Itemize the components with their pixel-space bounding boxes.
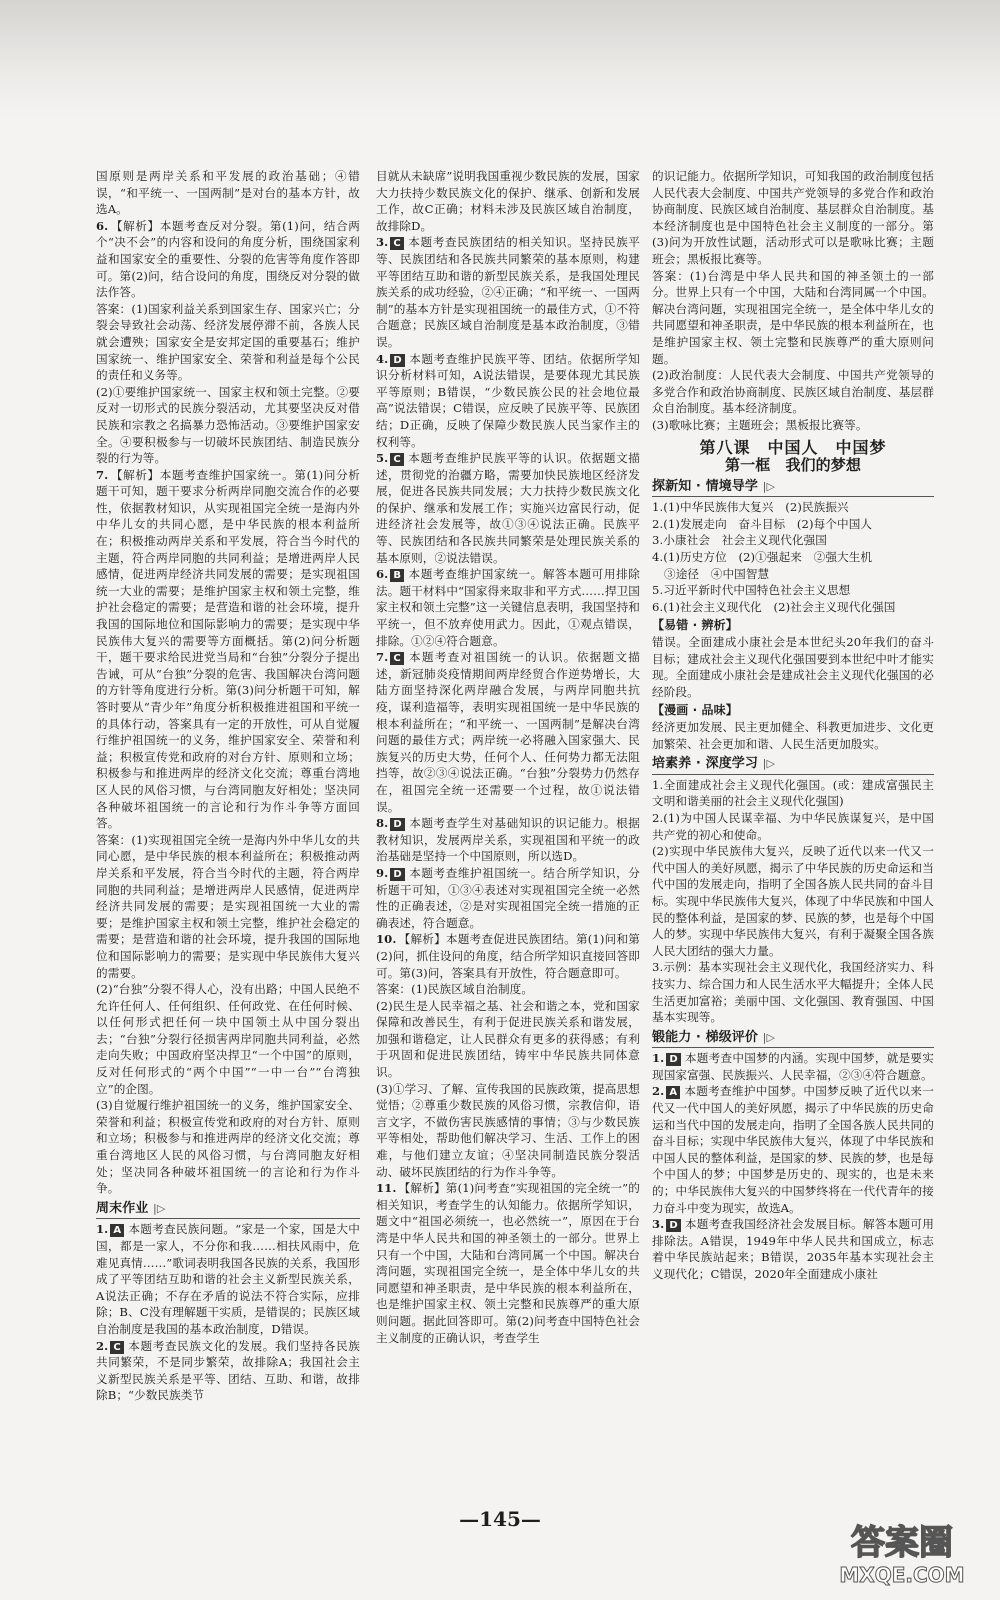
answer-letter-badge: D <box>390 868 404 881</box>
answer-letter-badge: A <box>666 1086 680 1099</box>
answer-text: 答案：(1)国家利益关系到国家生存、国家兴亡；分裂会导致社会动荡、经济发展停滞不前，各族人民就会遭殃；国家安全是安邦定国的重要基石；维护国家统一、维护国家安全、荣誉和利益是每个公民的责任和义务等。 <box>96 301 360 383</box>
page-number: —145— <box>459 1507 541 1531</box>
section-heading-weekend: 周末作业 |▷ <box>96 1201 360 1220</box>
column-left <box>96 168 360 1404</box>
answer-item: 4. D 本题考查维护民族平等、团结。依据所学知识分析材料可知，A说法错误，是要体现尤其民族平等原则；B错误，“少数民族公民的社会地位最高”说法错误；C错误，应反映了民族平等、民族团结；D正确，反映了保障少数民族人民当家作主的权利等。 <box>376 351 640 449</box>
paragraph: 经济更加发展、民主更加健全、科教更加进步、文化更加繁荣、社会更加和谐、人民生活更加殷实。 <box>652 720 934 751</box>
answer-letter-badge: D <box>390 354 404 367</box>
answer-text: (3)歌咏比赛；主题班会；黑板报比赛等。 <box>652 417 868 432</box>
answer-item: 7. C 本题考查对祖国统一的认识。依据题文描述，新冠肺炎疫情期间两岸经贸合作逆势增长，大陆方面坚持深化两岸融合发展，与两岸同胞共抗疫，谋利造福等，表明实现祖国统一是中华民族的根本利益所在；“和平统一、一国两制”是解决台湾问题的最佳方式；两岸统一必将融入国家强大、民族复兴的历史大势，任何个人、任何势力都无法阻挡等，故②③④说法正确。“台独”分裂势力仍然存在，祖国完全统一还需要一个过程，故①说法错误。 <box>376 650 640 814</box>
answer-text: (2)政治制度：人民代表大会制度、中国共产党领导的多党合作和政治协商制度、民族区域自治制度、基层群众自治制度。基本经济制度。 <box>652 368 934 416</box>
answer-letter-badge: C <box>110 1341 123 1354</box>
answer-item: 6. 【解析】本题考查反对分裂。第(1)问，结合两个“决不会”的内容和设问的角度分析，围绕国家利益和国家安全的重要性、分裂的危害等角度作答即可。第(2)问，结合设问的角度，围绕反对分裂的做法作答。 <box>96 218 360 300</box>
answer-text: (3)自觉履行维护祖国统一的义务，维护国家安全、荣誉和利益；积极宣传党和政府的对台方针、原则和立场；积极参与和推进两岸的经济文化交流；尊重台湾地区人民的风俗习惯，与台湾同胞友好相处；坚决同各种破坏祖国统一的言论和行为作斗争。 <box>96 1098 360 1196</box>
answer-item: 9. D 本题考查维护祖国统一。结合所学知识，分析题干可知，①③④表述对实现祖国完全统一必然性的正确表述，②是对实现祖国完全统一措施的正确表述，符合题意。 <box>376 865 640 930</box>
answer-item: 1. D 本题考查中国梦的内涵。实现中国梦，就是要实现国家富强、民族振兴、人民幸福，②③④符合题意。 <box>652 1051 934 1082</box>
list-item: 6.(1)社会主义现代化 (2)社会主义现代化强国 <box>652 599 896 614</box>
list-item: 5.习近平新时代中国特色社会主义思想 <box>652 583 851 598</box>
answer-item: 11. 【解析】第(1)问考查“实现祖国的完全统一”的相关知识，考查学生的认知能力。依据所学知识，题文中“祖国必须统一，也必然统一”，原因在于台湾是中华人民共和国的神圣领土的一部分。世界上只有一个中国，大陆和台湾同属一个中国。解决台湾问题，实现祖国完全统一，是全体中华儿女的共同愿望和神圣职责，是中华民族的根本利益所在，也是维护国家主权、领土完整和民族尊严的重大原则问题。据此回答即可。第(2)问考查中国特色社会主义制度的正确认识，考查学生 <box>376 1181 640 1345</box>
answer-item: 3. C 本题考查民族团结的相关知识。坚持民族平等、民族团结和各民族共同繁荣的基本原则，构建平等团结互助和谐的新型民族关系，是我国处理民族关系的成功经验，②④正确；“和平统一、一国两制”的基本方针是实现祖国统一的最佳方式，①不符合题意；民族区域自治制度是基本政治制度，③错误。 <box>376 235 640 349</box>
paragraph: 国原则是两岸关系和平发展的政治基础；④错误，“和平统一、一国两制”是对台的基本方针，故选A。 <box>96 169 360 217</box>
answer-item: 2. C 本题考查民族文化的发展。我们坚持各民族共同繁荣，不是同步繁荣，故排除A；我国社会主义新型民族关系是平等、团结、互助、和谐，故排除B；“少数民族类节 <box>96 1338 360 1403</box>
list-item: (2)实现中华民族伟大复兴，反映了近代以来一代又一代中国人的美好夙愿，揭示了中华民族的历史命运和当代中国的发展走向，指明了全国各族人民共同的奋斗目标。实现中华民族伟大复兴，体现了中华民族和中国人民的整体利益，是国家的梦、民族的梦，也是每个中国人的梦。实现中华民族伟大复兴，有利于凝聚全国各族人民大团结的强大力量。 <box>652 844 934 958</box>
chevron-right-icon: |▷ <box>762 479 776 493</box>
answer-letter-badge: C <box>390 652 403 665</box>
chevron-right-icon: |▷ <box>762 1030 776 1044</box>
answer-letter-badge: D <box>390 818 404 831</box>
answer-item: 6. B 本题考查维护国家统一。解答本题可用排除法。题干材料中“国家得来取非和平方式……捍卫国家主权和领土完整”这一关键信息表明，我国坚持和平统一，但不放弃使用武力。因此，①观点错误，排除。①②④符合题意。 <box>376 567 640 648</box>
section-heading-evaluation: 锻能力 · 梯级评价 |▷ <box>652 1030 934 1049</box>
section-heading-deep-learning: 培素养 · 深度学习 |▷ <box>652 756 934 775</box>
scan-shadow <box>0 0 1000 118</box>
answer-item: 5. C 本题考查维护民族平等的认识。依据题文描述，贯彻党的治疆方略，需要加快民族地区经济发展，促进各民族共同发展；大力扶持少数民族文化的保护、继承和发展工作；实施兴边富民行动，促进经济社会发展等，故①③④说法正确。民族平等、民族团结和各民族共同繁荣是处理民族关系的基本原则，②说法错误。 <box>376 451 640 565</box>
answer-item: 8. D 本题考查学生对基础知识的识记能力。根据教材知识，发展两岸关系，实现祖国和平统一的政治基础是坚持一个中国原则，所以选D。 <box>376 816 640 864</box>
answer-letter-badge: D <box>666 1053 680 1066</box>
frame-title: 第一框 我们的梦想 <box>725 456 861 475</box>
chevron-right-icon: |▷ <box>153 1201 166 1215</box>
watermark-text: 答案圈 <box>851 1523 953 1563</box>
answer-text: (2)①要维护国家统一、国家主权和领土完整。②要反对一切形式的民族分裂活动，尤其要坚决反对借民族和宗教之名搞暴力恐怖活动。③要维护国家安全。④要积极参与一切破坏民族团结、制造民族分裂的行为等。 <box>96 384 360 466</box>
watermark-url: MXQE.COM <box>839 1563 965 1587</box>
answer-letter-badge: D <box>666 1219 680 1232</box>
list-item: 3.小康社会 社会主义现代化强国 <box>652 533 827 548</box>
answer-text: (2)“台独”分裂不得人心，没有出路；中国人民绝不允许任何人、任何组织、任何政党、在任何时候、以任何形式把任何一块中国领土从中国分裂出去；“台独”分裂行径损害两岸同胞共同利益，必然走向失败；中国政府坚决捍卫“一个中国”的原则，反对任何形式的“两个中国”“一中一台”“台湾独立”的企图。 <box>96 982 360 1096</box>
paragraph: 目就从未缺席”说明我国重视少数民族的发展，国家大力扶持少数民族文化的保护、继承、创新和发展工作，故C正确；材料未涉及民族区域自治制度，故排除D。 <box>376 169 640 233</box>
tag-error-analysis: 【易错 · 辨析】 <box>652 618 738 633</box>
answer-item: 2. A 本题考查维护中国梦。中国梦反映了近代以来一代又一代中国人的美好夙愿，揭示了中华民族的历史命运和当代中国的发展走向，指明了全国各族人民共同的奋斗目标；实现中华民族伟大复兴，体现了中华民族和中国人民的整体利益，是国家的梦、民族的梦，也是每个中国人的梦；中国梦是历史的、现实的，也是未来的；中华民族伟大复兴的中国梦终将在一代代青年的接力奋斗中变为现实，故选A。 <box>652 1084 934 1215</box>
answer-text: 答案：(1)台湾是中华人民共和国的神圣领土的一部分。世界上只有一个中国，大陆和台湾同属一个中国。解决台湾问题，实现祖国完全统一，是全体中华儿女的共同愿望和神圣职责，是中华民族的根本利益所在，也是维护国家主权、领土完整和民族尊严的重大原则问题。 <box>652 268 934 366</box>
answer-text: (3)①学习、了解、宣传我国的民族政策，提高思想觉悟；②尊重少数民族的风俗习惯，宗教信仰，语言文字，不做伤害民族感情的事情；③与少数民族平等相处，帮助他们解决学习、生活、工作上的困难，与他们建立友谊；④坚决同制造民族分裂活动、破坏民族团结的行为作斗争等。 <box>376 1081 640 1179</box>
answer-text: 答案：(1)民族区域自治制度。 <box>376 982 534 997</box>
answer-text: 答案：(1)实现祖国完全统一是海内外中华儿女的共同心愿，是中华民族的根本利益所在；积极推动两岸关系和平发展，符合当今时代的主题，符合两岸同胞的共同利益；是增进两岸人民感情，促进两岸经济共同发展的需要；是实现祖国统一大业的需要；是维护国家主权和领土完整，维护社会稳定的需要；是营造和谐的社会环境，提升我国的国际地位和国际影响力的需要；是实现中华民族伟大复兴的需要。 <box>96 832 360 980</box>
column-right <box>652 168 934 1283</box>
answer-letter-badge: B <box>390 569 404 582</box>
list-item: 4.(1)历史方位 (2)①强起来 ②强大生机 <box>652 550 873 565</box>
answer-letter-badge: C <box>390 237 403 250</box>
column-middle <box>376 168 640 1346</box>
chevron-right-icon: |▷ <box>762 757 776 771</box>
answer-letter-badge: A <box>110 1224 124 1237</box>
answer-text: (2)民生是人民幸福之基、社会和谐之本，党和国家保障和改善民生，有利于促进民族关系和谐发展，加强和谐稳定，让人民群众有更多的获得感；有利于巩固和促进民族团结，铸牢中华民族共同体意识。 <box>376 998 640 1080</box>
list-item: 3.示例：基本实现社会主义现代化，我国经济实力、科技实力、综合国力和人民生活水平大幅提升；全体人民生活更加富裕；美丽中国、文化强国、教育强国、中国基本实现等。 <box>652 960 934 1025</box>
list-item: 1.(1)中华民族伟大复兴 (2)民族振兴 <box>652 500 849 515</box>
list-item: 2.(1)为中国人民谋幸福、为中华民族谋复兴，是中国共产党的初心和使命。 <box>652 810 934 842</box>
list-item: ③途径 ④中国智慧 <box>664 566 770 581</box>
answer-item: 7. 【解析】本题考查维护国家统一。第(1)问分析题干可知，题干要求分析两岸同胞交流合作的必要性，依据教材知识，从实现祖国完全统一是海内外中华儿女的共同心愿，是中华民族的根本利益所在；积极推动两岸关系和平发展，符合当今时代的主题，符合两岸同胞的共同利益；是增进两岸人民感情，促进两岸经济共同发展的需要；是实现祖国统一大业的需要；是维护国家主权和领土完整，维护社会稳定的需要；是营造和谐的社会环境，提升我国的国际地位和国际影响力的需要；是实现中华民族伟大复兴的需要等方面概括。第(2)问分析题干，题干要求给民进党当局和“台独”分裂分子提出告诫，可从“台独”分裂的危害、我国解决台湾问题的方针等角度进行分析。第(3)问分析题干可知，解答时要从“青少年”角度分析积极推进祖国和平统一的具体行动，答案具有一定的开放性，可从自觉履行维护祖国统一的义务，维护国家安全、荣誉和利益；积极宣传党和政府的对台方针、原则和立场；积极参与和推进两岸的经济文化交流；尊重台湾地区人民的风俗习惯，与台湾同胞友好相处；坚决同各种破坏祖国统一的言论和行为作斗争等方面回答。 <box>96 467 360 831</box>
paragraph: 的识记能力。依据所学知识，可知我国的政治制度包括人民代表大会制度、中国共产党领导的多党合作和政治协商制度、民族区域自治制度、基层群众自治制度。基本经济制度也是中国特色社会主义制度的一部分。第(3)问为开放性试题，活动形式可以是歌咏比赛；主题班会；黑板报比赛等。 <box>652 169 934 266</box>
watermark-logo <box>822 1512 982 1590</box>
paragraph: 错误。全面建成小康社会是本世纪头20年我们的奋斗目标；建成社会主义现代化强国要到本世纪中叶才能实现。全面建成小康社会是建成社会主义现代化强国的必经阶段。 <box>652 635 934 699</box>
answer-letter-badge: C <box>390 453 403 466</box>
tag-comic: 【漫画 · 品味】 <box>652 703 738 718</box>
answer-item: 1. A 本题考查民族问题。“家是一个家，国是大中国，都是一家人，不分你和我……相扶风雨中，危难见真情……”歌词表明我国各民族的关系，我国形成了平等团结互助和谐的社会主义新型民族关系，A说法正确；不存在矛盾的说法不符合实际，应排除；B、C没有理解题干实质，是错误的；民族区域自治制度是我国的基本政治制度，D错误。 <box>96 1222 360 1336</box>
list-item: 1.全面建成社会主义现代化强国。(或：建成富强民主文明和谐美丽的社会主义现代化强国) <box>652 777 934 809</box>
list-item: 2.(1)发展走向 奋斗目标 (2)每个中国人 <box>652 516 873 531</box>
answer-item: 10. 【解析】本题考查促进民族团结。第(1)问和第(2)问，抓住设问的角度，结合所学知识直接回答即可。第(3)问，答案具有开放性，符合题意即可。 <box>376 932 640 980</box>
section-heading-explore: 探新知 · 情境导学 |▷ <box>652 479 934 498</box>
answer-item: 3. D 本题考查我国经济社会发展目标。解答本题可用排除法。A错误，1949年中华人民共和国成立，标志着中华民族站起来；B错误，2035年基本实现社会主义现代化；C错误，2020年全面建成小康社 <box>652 1217 934 1281</box>
lesson-title: 第八课 中国人 中国梦 <box>699 437 887 457</box>
